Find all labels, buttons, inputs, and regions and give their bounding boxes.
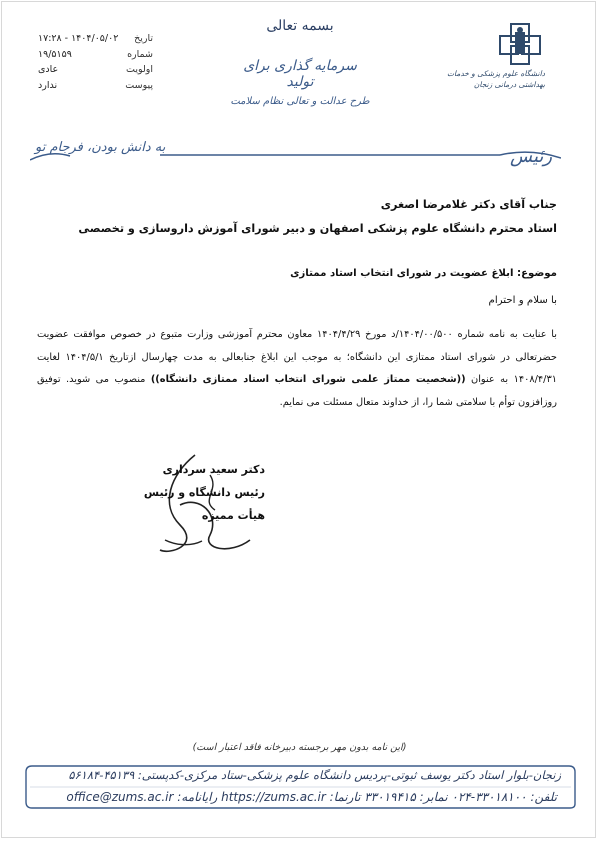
signer-title: رئیس دانشگاه و رئیس هیأت ممیزه — [143, 486, 265, 522]
meta-number-row — [38, 48, 153, 64]
paragraph-part2: منصوب می شوید. توفیق روزافزون توأم با سلامتی شما را، از خداوند متعال مسئلت می نمایم. — [37, 374, 557, 408]
meta-attachment-row — [38, 79, 153, 95]
signer-block — [120, 458, 265, 527]
page-border — [1, 1, 596, 838]
attachment-value: ندارد — [38, 79, 58, 91]
recipient-block — [78, 193, 557, 241]
university-line1: دانشگاه علوم پزشکی و خدمات — [446, 69, 545, 78]
priority-value: عادی — [38, 64, 59, 75]
bismillah: بسمه تعالی — [266, 18, 334, 34]
recipient-line2: استاد محترم دانشگاه علوم پزشکی اصفهان و دبیر شورای آموزش داروسازی و تخصصی — [78, 222, 557, 235]
header-left-slogan: به دانش بودن، فرجام تو — [35, 140, 166, 155]
paragraph-bold: ((شخصیت ممتاز علمی شورای انتخاب استاد ممتازی دانشگاه)) — [150, 374, 466, 385]
letter-meta — [38, 32, 153, 94]
date-value: ۱۷:۲۸ - ۱۴۰۴/۰۵/۰۲ — [38, 33, 119, 44]
attachment-label: پیوست — [125, 79, 153, 91]
recipient-line1: جناب آقای دکتر غلامرضا اصغری — [380, 198, 557, 211]
header-emblem — [230, 18, 370, 107]
footer-email-link[interactable]: office@zums.ac.ir — [66, 790, 174, 804]
slogan-sub: طرح عدالت و تعالی نظام سلامت — [230, 96, 370, 107]
date-label: تاریخ — [134, 33, 153, 44]
footer-email-label: رایانامه: — [177, 790, 218, 804]
paragraph-part1: با عنایت به نامه شماره ۱۴۰۴/۰۰/۵۰۰/د مورخ ۱۴۰۴/۴/۲۹ معاون محترم آموزشی وزارت متبوع در خصوص موافقت عضویت حضرتعالی در شورای استاد ممتازی این دانشگاه؛ به موجب این ابلاغ جنابعالی به مدت چهارسال ازتاریخ ۱۴۰۴/۵/۱ لغایت ۱۴۰۸/۴/۳۱ به عنوان — [37, 329, 558, 385]
footer-address: زنجان-بلوار استاد دکتر یوسف ثبوتی-پردیس دانشگاه علوم پزشکی-ستاد مرکزی-کدپستی: ۴۵۱۳۹-۵۶۱۸۴ — [68, 768, 561, 782]
university-logo-icon — [498, 22, 542, 66]
university-line2: بهداشتی درمانی زنجان — [473, 80, 545, 89]
letter-paragraph — [37, 324, 557, 414]
header-right-title: رئیس — [510, 146, 553, 167]
slogan-main: سرمایه گذاری برای تولید — [243, 58, 357, 90]
stamp-note: (این نامه بدون مهر برجسته دبیرخانه فاقد اعتبار است) — [192, 742, 407, 753]
footer-phone: تلفن: ۳۳۰۱۸۱۰۰-۰۲۴ نمابر: ۳۳۰۱۹۴۱۵ تارنما: — [329, 790, 557, 804]
footer-website-link[interactable]: https://zums.ac.ir — [221, 790, 326, 804]
meta-date-row — [38, 32, 153, 48]
university-name — [445, 68, 545, 90]
letter-subject: موضوع: ابلاغ عضویت در شورای انتخاب استاد ممتازی — [290, 268, 557, 279]
priority-label: اولویت — [125, 64, 153, 75]
letter-greeting: با سلام و احترام — [488, 295, 557, 306]
meta-priority-row — [38, 63, 153, 79]
signer-name: دکتر سعید سرداری — [162, 463, 265, 476]
number-value: ۱۹/۵۱۵۹ — [38, 48, 72, 60]
footer-contact — [66, 790, 557, 804]
number-label: شماره — [127, 48, 153, 60]
